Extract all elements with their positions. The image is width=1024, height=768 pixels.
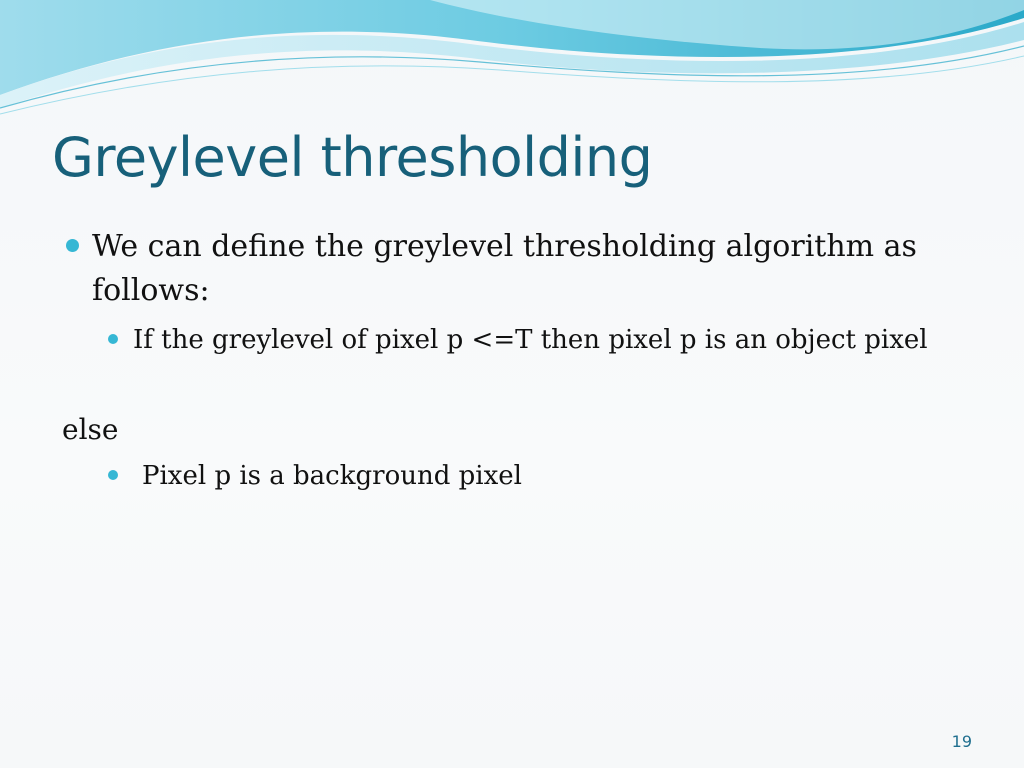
slide-number: 19 — [951, 732, 972, 751]
sub-bullet-item-1-text: If the greylevel of pixel p <=T then pixel p is an object pixel — [133, 325, 928, 355]
sub-bullet-item-2-text: Pixel p is a background pixel — [142, 461, 522, 491]
slide-title: Greylevel thresholding — [52, 126, 653, 189]
bullet-dot-icon — [66, 239, 79, 252]
sub-bullet-item-2 — [142, 456, 942, 496]
bullet-item-1-text: We can define the greylevel thresholding algorithm as follows: — [92, 229, 917, 308]
wave-header-decoration — [0, 0, 1024, 120]
bullet-item-1 — [92, 225, 972, 313]
bullet-dot-icon — [108, 334, 118, 344]
else-text: else — [62, 413, 119, 446]
bullet-dot-icon — [108, 470, 118, 480]
sub-bullet-item-1 — [133, 320, 963, 360]
